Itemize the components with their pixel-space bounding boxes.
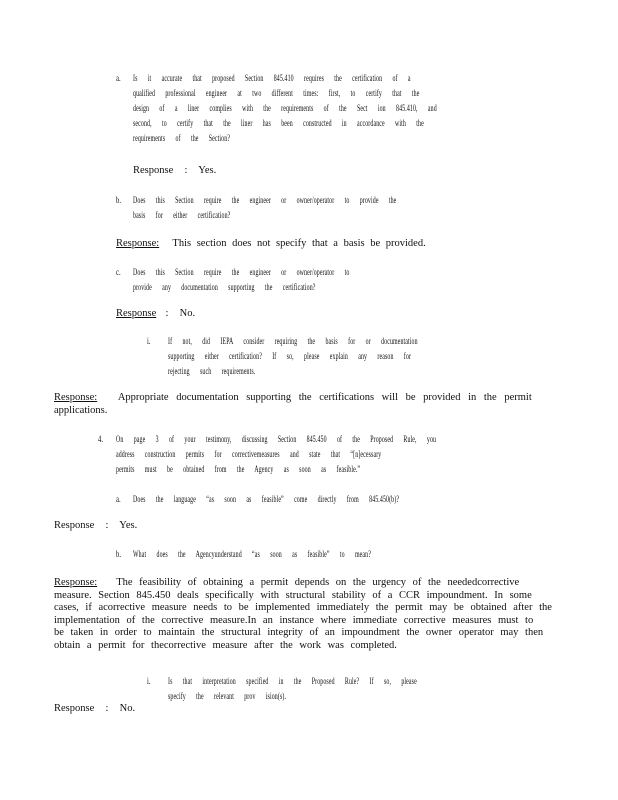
question-4b-i-label: i. xyxy=(147,677,151,687)
response-label: Response xyxy=(54,703,95,714)
question-a xyxy=(133,72,437,147)
response-text: cases, if acorrective measure needs to be implemented immediately the permit may be obtained after the xyxy=(54,602,552,613)
question-line: rejecting such requirements. xyxy=(168,367,256,377)
question-b xyxy=(133,194,396,224)
question-4b-label: b. xyxy=(116,550,121,560)
question-line: requirements of the Section? xyxy=(133,134,231,144)
question-line: permits must be obtained from the Agency as soon as feasible.” xyxy=(116,465,361,475)
response-4b xyxy=(54,577,552,652)
response-c-i xyxy=(54,392,532,417)
question-line: Does the language “as soon as feasible” come directly from 845.450(b)? xyxy=(133,495,400,505)
question-4b xyxy=(133,548,371,563)
question-line: design of a liner complies with the requirements of the Sect ion 845.410, and xyxy=(133,104,437,114)
response-text: This section does not specify that a basis be provided. xyxy=(172,238,426,249)
response-label: Response xyxy=(116,308,157,319)
response-text: Yes. xyxy=(198,165,217,176)
response-label: Response: xyxy=(54,577,98,588)
question-line: basis for either certification? xyxy=(133,211,231,221)
response-text: obtain a permit for thecorrective measure after the work was completed. xyxy=(54,639,397,651)
response-label: Response: xyxy=(116,238,160,249)
question-line: provide any documentation supporting the certification? xyxy=(133,283,316,293)
response-sep: : xyxy=(165,308,169,319)
question-4a-label: a. xyxy=(116,495,121,505)
question-line: Does this Section require the engineer or owner/operator to provide the xyxy=(133,196,397,206)
question-c-i xyxy=(168,335,418,380)
question-line: What does the Agencyunderstand “as soon as feasible” to mean? xyxy=(133,550,371,560)
question-c xyxy=(133,266,349,296)
question-line: If not, did IEPA consider requiring the basis for or documentation xyxy=(168,337,418,347)
question-c-i-label: i. xyxy=(147,337,151,347)
response-sep: : xyxy=(105,703,109,714)
question-4 xyxy=(116,433,436,478)
response-text: measure. Section 845.450 deals specifically with structural stability of a CCR impoundment. In some xyxy=(54,589,532,601)
response-sep: : xyxy=(105,520,109,531)
question-4b-i xyxy=(168,675,417,705)
response-text: Yes. xyxy=(119,520,138,531)
response-b xyxy=(116,238,426,251)
question-c-label: c. xyxy=(116,268,121,278)
response-text: No. xyxy=(119,703,136,714)
response-text: No. xyxy=(179,308,196,319)
response-c xyxy=(116,308,195,321)
question-line: address construction permits for correctivemeasures and state that “[n]ecessary xyxy=(116,450,382,460)
question-line: Does this Section require the engineer or owner/operator to xyxy=(133,268,350,278)
question-line: specify the relevant prov ision(s). xyxy=(168,692,287,702)
response-a xyxy=(133,165,216,178)
question-4a xyxy=(133,493,399,508)
response-text: implementation of the corrective measure.In an instance where immediate corrective measures must to xyxy=(54,614,534,626)
response-sep: : xyxy=(184,165,188,176)
question-line: On page 3 of your testimony, discussing Section 845.450 of the Proposed Rule, you xyxy=(116,435,437,445)
question-b-label: b. xyxy=(116,196,121,206)
response-text-continued: applications. xyxy=(54,404,108,416)
question-line: Is it accurate that proposed Section 845.410 requires the certification of a xyxy=(133,74,411,84)
question-line: supporting either certification? If so, please explain any reason for xyxy=(168,352,412,362)
response-4a xyxy=(54,520,137,533)
question-4-label: 4. xyxy=(98,435,103,445)
response-text: be taken in order to maintain the structural integrity of an impoundment the owner operator may then xyxy=(54,627,544,638)
response-label: Response xyxy=(54,520,95,531)
response-text: Appropriate documentation supporting the certifications will be provided in the permit xyxy=(117,392,532,403)
response-label: Response xyxy=(133,165,174,176)
response-4b-i xyxy=(54,703,135,716)
question-line: second, to certify that the liner has been constructed in accordance with the xyxy=(133,119,424,129)
response-label: Response: xyxy=(54,392,98,403)
question-a-label: a. xyxy=(116,74,121,84)
response-text: The feasibility of obtaining a permit depends on the urgency of the neededcorrective xyxy=(116,577,520,588)
question-line: qualified professional engineer at two different times: first, to certify that the xyxy=(133,89,420,99)
question-line: Is that interpretation specified in the Proposed Rule? If so, please xyxy=(168,677,417,687)
